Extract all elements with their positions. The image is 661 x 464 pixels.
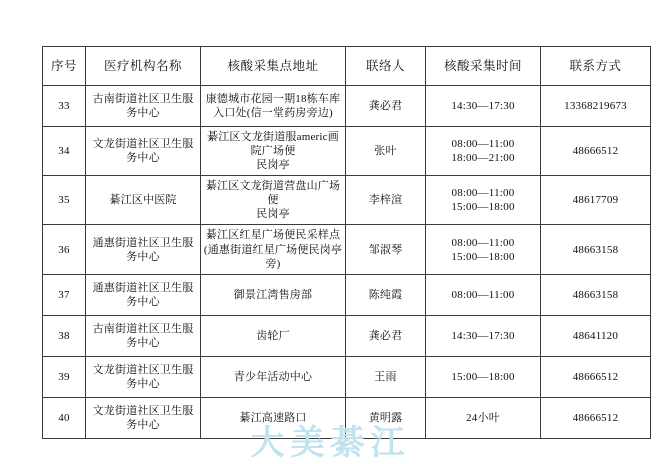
cell-line: 青少年活动中心 [233,370,313,383]
cell-contact-person [346,315,426,356]
cell-line: 务中心 [126,152,160,165]
cell-line: 48641120 [572,329,619,342]
watermark-text: 大美綦江 [250,425,411,462]
table-row [43,176,651,225]
cell-collection-time [426,86,541,127]
cell-line: 08:00—11:00 [451,187,515,200]
cell-line: 48663158 [572,288,619,301]
cell-line: 15:00—18:00 [451,250,515,263]
cell-line: 陈纯霞 [368,288,403,301]
nucleic-acid-collection-table [42,46,651,439]
cell-phone [541,176,651,225]
table-row [43,356,651,397]
cell-collection-time [426,225,541,274]
cell-line: 13368219673 [564,99,627,112]
cell-line: 08:00—11:00 [451,236,515,249]
cell-contact-person [346,225,426,274]
cell-organization [86,176,201,225]
cell-line: 务中心 [126,295,160,308]
cell-address [201,274,346,315]
cell-contact-person [346,127,426,176]
table-row [43,225,651,274]
cell-address [201,86,346,127]
cell-line: 文龙街道社区卫生服 [92,363,194,376]
cell-line: 邹淑琴 [368,243,403,256]
cell-line: 綦江区中医院 [109,194,177,207]
cell-line: 48663158 [572,243,619,256]
cell-collection-time [426,274,541,315]
column-header-collection-time: 核酸采集时间 [426,47,541,86]
cell-line: 文龙街道社区卫生服 [92,138,194,151]
cell-line: 14:30—17:30 [451,329,515,342]
cell-line: 民岗亭 [256,159,290,172]
cell-line: 18:00—21:00 [451,152,515,165]
column-header-organization: 医疗机构名称 [86,47,201,86]
cell-line: 康德城市花园一期18栋车库 [205,92,341,105]
cell-no: 34 [43,127,86,176]
cell-phone [541,315,651,356]
cell-line: 御景江湾售房部 [233,288,313,301]
cell-line: 15:00—18:00 [451,201,515,214]
cell-line: 龚必君 [368,329,403,342]
column-header-contact-person: 联络人 [346,47,426,86]
table-row [43,127,651,176]
cell-line: 务中心 [126,107,160,119]
cell-phone [541,127,651,176]
cell-line: 14:30—17:30 [451,99,515,112]
cell-line: 务中心 [126,336,160,349]
cell-line: 48666512 [572,411,619,424]
cell-line: 民岗亭 [256,208,290,221]
cell-line: 08:00—11:00 [451,138,515,151]
cell-organization [86,356,201,397]
cell-address [201,176,346,225]
cell-contact-person [346,356,426,397]
table-row [43,86,651,127]
cell-collection-time [426,315,541,356]
cell-address [201,127,346,176]
cell-no: 35 [43,176,86,225]
cell-line: 务中心 [126,418,160,431]
cell-line: 綦江区红星广场便民采样点 [205,229,341,242]
cell-line: 齿轮厂 [256,329,290,342]
cell-line: 李梓渲 [368,194,403,207]
cell-contact-person [346,274,426,315]
cell-address [201,356,346,397]
cell-no: 39 [43,356,86,397]
column-header-no: 序号 [43,47,86,86]
table-row [43,274,651,315]
cell-collection-time [426,176,541,225]
cell-address [201,225,346,274]
cell-no: 40 [43,397,86,438]
cell-line: 龚必君 [368,99,403,112]
cell-phone [541,86,651,127]
cell-phone [541,274,651,315]
cell-phone [541,225,651,274]
cell-line: 入口处(信一堂药房旁边) [213,107,333,119]
cell-organization [86,225,201,274]
cell-line: 綦江区文龙街道营盘山广场便 [205,180,341,207]
cell-line: 08:00—11:00 [451,288,515,301]
table-header-row [43,47,651,86]
cell-line: (通惠街道红星广场便民岗亭 [203,243,343,256]
cell-contact-person [346,176,426,225]
column-header-phone: 联系方式 [541,47,651,86]
cell-line: 王雨 [374,370,397,383]
cell-no: 33 [43,86,86,127]
cell-line: 48617709 [572,194,619,207]
table-row [43,315,651,356]
cell-line: 古南街道社区卫生服 [92,322,194,335]
cell-line: 务中心 [126,250,160,263]
cell-organization [86,274,201,315]
cell-line: 古南街道社区卫生服 [92,92,194,105]
table-header [43,47,651,86]
cell-address [201,315,346,356]
cell-line: 黄明露 [368,411,403,424]
cell-no: 37 [43,274,86,315]
cell-line: 24小叶 [466,411,500,424]
cell-line: 通惠街道社区卫生服 [92,281,194,294]
cell-phone [541,356,651,397]
cell-line: 务中心 [126,377,160,390]
cell-line: 通惠街道社区卫生服 [92,236,194,249]
cell-contact-person [346,86,426,127]
cell-line: 綦江高速路口 [239,411,307,424]
cell-collection-time [426,127,541,176]
cell-line: 綦江区文龙街道服americ画院广场便 [207,131,339,158]
cell-organization [86,315,201,356]
cell-line: 48666512 [572,370,619,383]
cell-line: 旁) [265,257,281,270]
cell-organization [86,86,201,127]
cell-collection-time [426,356,541,397]
cell-line: 48666512 [572,145,619,158]
table-body [43,86,651,439]
cell-line: 15:00—18:00 [451,370,515,383]
cell-organization [86,127,201,176]
column-header-address: 核酸采集点地址 [201,47,346,86]
cell-no: 38 [43,315,86,356]
cell-line: 张叶 [374,145,397,158]
cell-line: 文龙街道社区卫生服 [92,404,194,417]
cell-no: 36 [43,225,86,274]
